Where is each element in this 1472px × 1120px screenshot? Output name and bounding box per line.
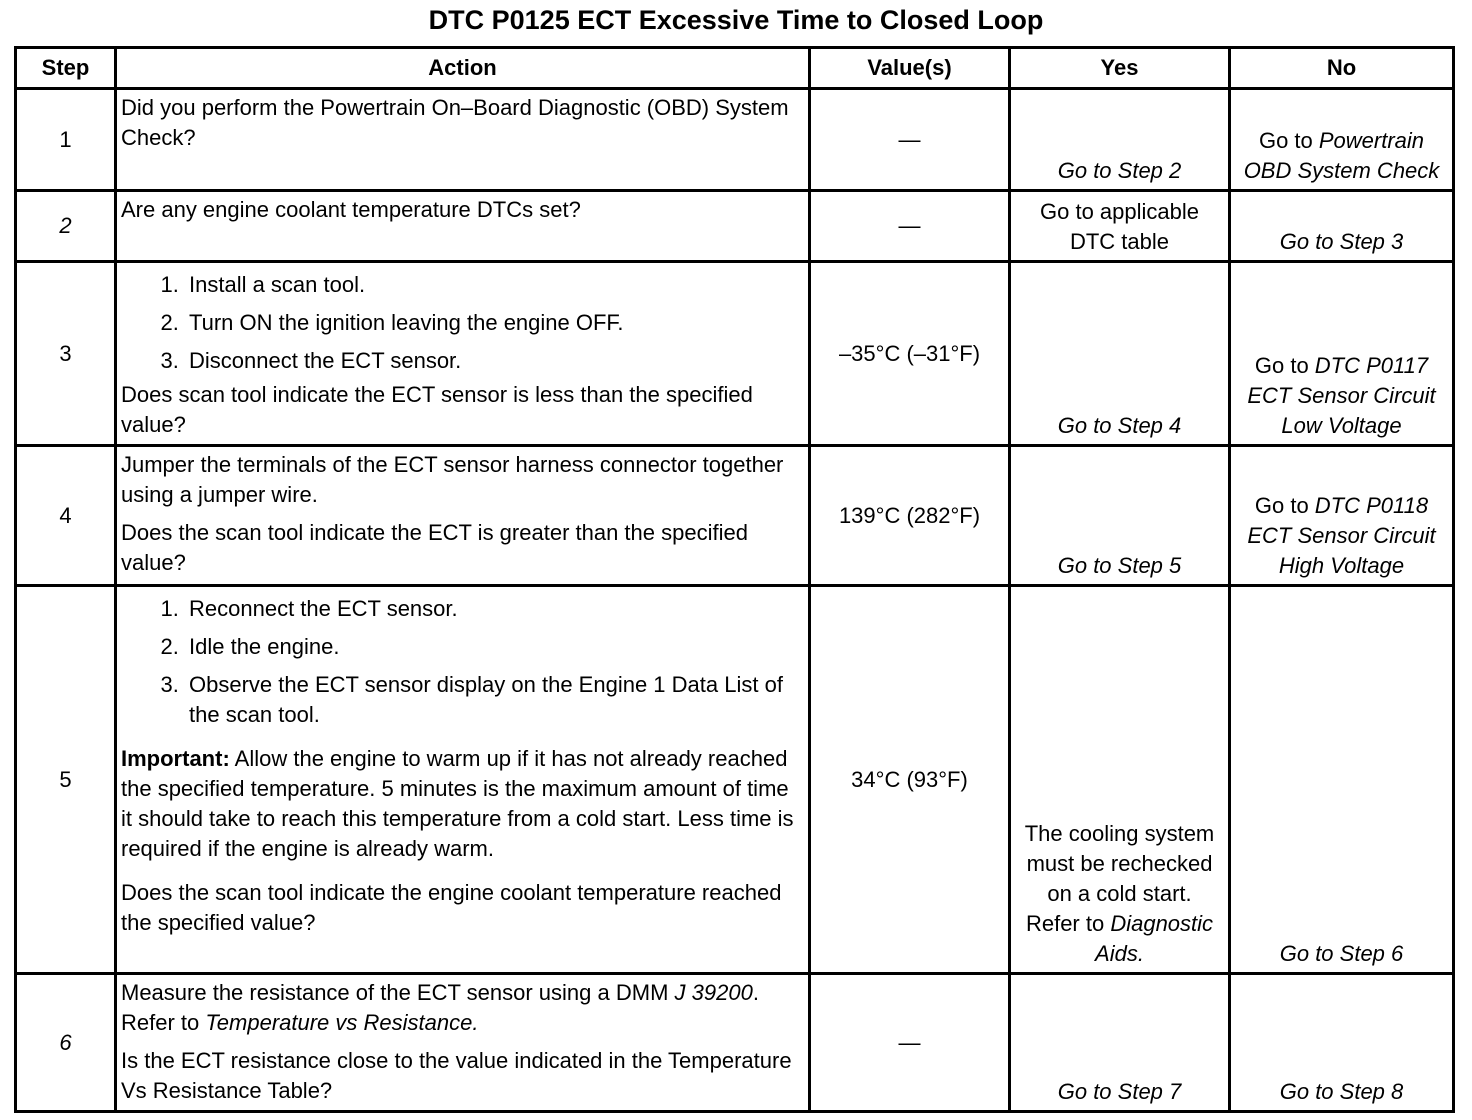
go-to-step-link: Go to Step 4 bbox=[1057, 413, 1182, 438]
table-row bbox=[16, 191, 1454, 262]
no-prefix: Go to bbox=[1254, 493, 1315, 518]
important-note bbox=[121, 744, 802, 864]
action-text: Are any engine coolant temperature DTCs set? bbox=[121, 197, 581, 222]
value-cell: — bbox=[810, 191, 1010, 262]
reference-link: Powertrain OBD System Check bbox=[1243, 128, 1440, 183]
go-to-step-link: Go to Step 3 bbox=[1279, 229, 1404, 254]
diagnostic-table bbox=[14, 46, 1455, 1113]
value-cell: 34°C (93°F) bbox=[810, 586, 1010, 974]
action-text: Did you perform the Powertrain On–Board Diagnostic (OBD) System Check? bbox=[121, 95, 789, 150]
step-number: 3 bbox=[16, 262, 116, 446]
list-item: 3. Observe the ECT sensor display on the Engine 1 Data List of the scan tool. bbox=[185, 670, 802, 730]
value-cell: –35°C (–31°F) bbox=[810, 262, 1010, 446]
reference-link: DTC P0118 ECT Sensor Circuit High Voltage bbox=[1247, 493, 1436, 578]
yes-cell bbox=[1010, 262, 1230, 446]
action-text-mid: . Refer to bbox=[121, 980, 759, 1035]
yes-text: The cooling system must be rechecked on a cold start. Refer to bbox=[1024, 821, 1215, 936]
no-cell bbox=[1230, 191, 1454, 262]
no-cell bbox=[1230, 89, 1454, 191]
step-number: 1 bbox=[16, 89, 116, 191]
list-item: 1. Install a scan tool. bbox=[185, 266, 802, 304]
header-yes: Yes bbox=[1010, 48, 1230, 89]
step-number: 6 bbox=[16, 974, 116, 1112]
value-cell: — bbox=[810, 974, 1010, 1112]
reference-link: DTC P0117 ECT Sensor Circuit Low Voltage bbox=[1247, 353, 1436, 438]
tool-reference: J 39200 bbox=[674, 980, 753, 1005]
page-title: DTC P0125 ECT Excessive Time to Closed Loop bbox=[428, 5, 1044, 35]
action-cell bbox=[116, 262, 810, 446]
important-text: Allow the engine to warm up if it has not already reached the specified temperature. 5 minutes is the maximum amount of time it should take to reach this temperature from a cold start. Less time is required if the engine is already warm. bbox=[121, 746, 794, 861]
important-label: Important: bbox=[121, 746, 230, 771]
yes-text: Go to applicable DTC table bbox=[1040, 199, 1199, 254]
go-to-step-link: Go to Step 8 bbox=[1279, 1079, 1404, 1104]
list-item: 2. Turn ON the ignition leaving the engine OFF. bbox=[185, 304, 802, 342]
step-number: 5 bbox=[16, 586, 116, 974]
action-cell bbox=[116, 446, 810, 586]
action-text-prefix: Measure the resistance of the ECT sensor using a DMM bbox=[121, 980, 675, 1005]
instruction-list bbox=[121, 266, 802, 380]
go-to-step-link: Go to Step 5 bbox=[1057, 553, 1182, 578]
action-question: Does the scan tool indicate the engine coolant temperature reached the specified value? bbox=[121, 880, 782, 935]
value-cell: 139°C (282°F) bbox=[810, 446, 1010, 586]
list-item: 2. Idle the engine. bbox=[185, 628, 802, 666]
header-step: Step bbox=[16, 48, 116, 89]
step-number: 2 bbox=[16, 191, 116, 262]
no-prefix: Go to bbox=[1254, 353, 1315, 378]
yes-cell bbox=[1010, 446, 1230, 586]
no-cell bbox=[1230, 974, 1454, 1112]
table-row bbox=[16, 89, 1454, 191]
action-cell bbox=[116, 89, 810, 191]
action-cell bbox=[116, 974, 810, 1112]
step-number: 4 bbox=[16, 446, 116, 586]
table-row bbox=[16, 974, 1454, 1112]
instruction-list bbox=[121, 590, 802, 730]
reference-link: Temperature vs Resistance. bbox=[205, 1010, 479, 1035]
action-question: Does the scan tool indicate the ECT is greater than the specified value? bbox=[121, 520, 748, 575]
reference-link: Diagnostic Aids. bbox=[1095, 911, 1214, 966]
header-values: Value(s) bbox=[810, 48, 1010, 89]
yes-cell bbox=[1010, 586, 1230, 974]
header-no: No bbox=[1230, 48, 1454, 89]
value-cell: — bbox=[810, 89, 1010, 191]
yes-cell bbox=[1010, 191, 1230, 262]
action-question: Is the ECT resistance close to the value indicated in the Temperature Vs Resistance Table? bbox=[121, 1048, 792, 1103]
header-action: Action bbox=[116, 48, 810, 89]
no-cell bbox=[1230, 586, 1454, 974]
list-item: 3. Disconnect the ECT sensor. bbox=[185, 342, 802, 380]
action-question: Does scan tool indicate the ECT sensor is less than the specified value? bbox=[121, 382, 753, 437]
action-cell bbox=[116, 586, 810, 974]
table-header-row bbox=[16, 48, 1454, 89]
action-text bbox=[121, 978, 802, 1038]
table-row bbox=[16, 262, 1454, 446]
no-cell bbox=[1230, 446, 1454, 586]
action-cell bbox=[116, 191, 810, 262]
go-to-step-link: Go to Step 2 bbox=[1057, 158, 1182, 183]
go-to-step-link: Go to Step 6 bbox=[1279, 941, 1404, 966]
yes-cell bbox=[1010, 974, 1230, 1112]
list-item: 1. Reconnect the ECT sensor. bbox=[185, 590, 802, 628]
table-row bbox=[16, 446, 1454, 586]
table-row bbox=[16, 586, 1454, 974]
action-text: Jumper the terminals of the ECT sensor harness connector together using a jumper wire. bbox=[121, 452, 784, 507]
yes-cell bbox=[1010, 89, 1230, 191]
no-prefix: Go to bbox=[1258, 128, 1319, 153]
go-to-step-link: Go to Step 7 bbox=[1057, 1079, 1182, 1104]
no-cell bbox=[1230, 262, 1454, 446]
